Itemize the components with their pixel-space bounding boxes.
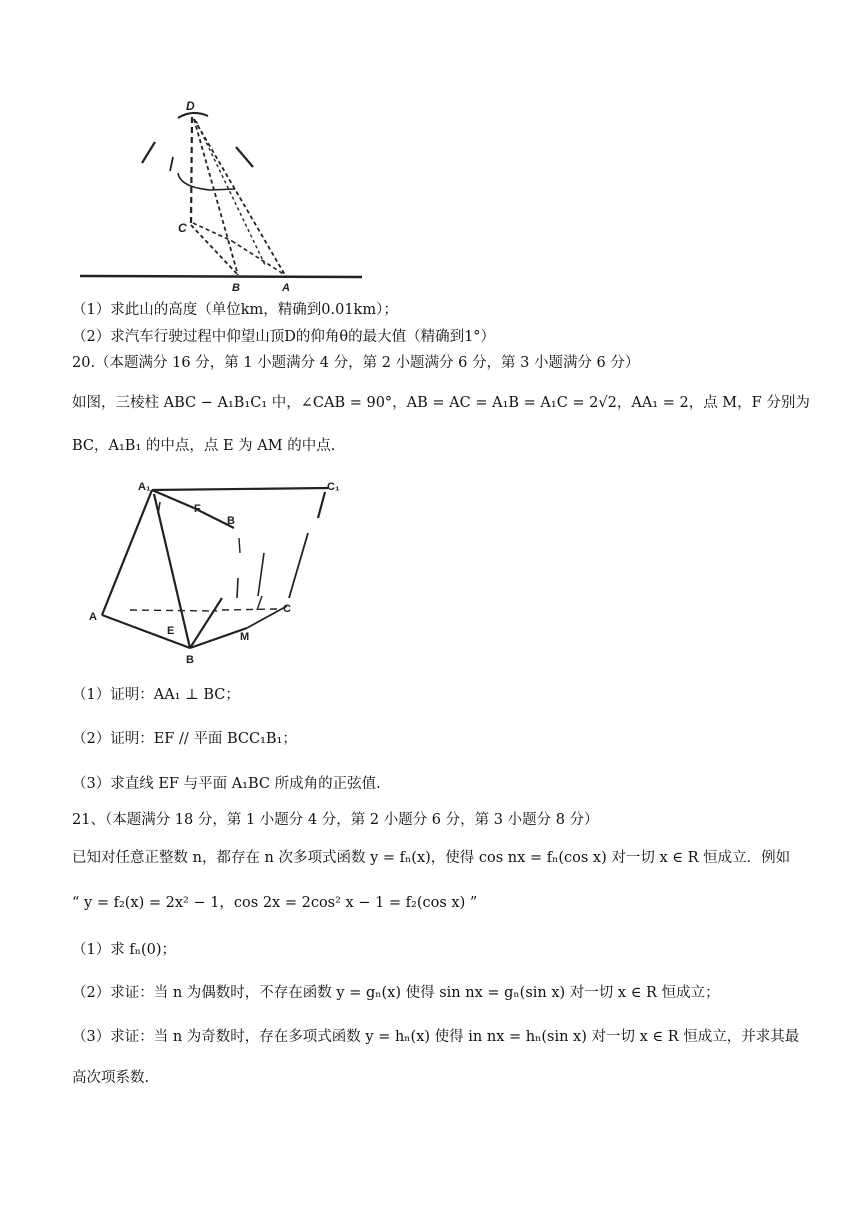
label-D: D <box>186 99 195 113</box>
q20-stem-line1: 如图，三棱柱 ABC − A₁B₁C₁ 中，∠CAB = 90°，AB = AC = A₁B = A₁C = 2√2，AA₁ = 2，点 M，F 分别为 <box>72 395 810 411</box>
q21-stem-line1: 已知对任意正整数 n，都存在 n 次多项式函数 y = fₙ(x)，使得 cos nx = fₙ(cos x) 对一切 x ∈ R 恒成立．例如 <box>72 850 791 866</box>
q21-header: 21、（本题满分 18 分，第 1 小题分 4 分，第 2 小题分 6 分，第 3 小题分 8 分） <box>72 812 599 828</box>
label-B-top: B <box>227 515 235 527</box>
q21-part2: （2）求证：当 n 为偶数时，不存在函数 y = gₙ(x) 使得 sin nx = gₙ(sin x) 对一切 x ∈ R 恒成立； <box>72 985 720 1001</box>
label-C1: C₁ <box>327 481 340 493</box>
label-A1: A₁ <box>138 481 151 493</box>
q21-part1: （1）求 fₙ(0)； <box>72 942 177 958</box>
q19-part2: （2）求汽车行驶过程中仰望山顶D的仰角θ的最大值（精确到1°） <box>72 329 496 345</box>
label-B: B <box>232 282 240 294</box>
prism-figure <box>82 478 362 668</box>
label-F: F <box>194 503 201 515</box>
q20-part2: （2）证明：EF // 平面 BCC₁B₁； <box>72 731 297 747</box>
label-E: E <box>167 625 175 637</box>
mountain-figure <box>70 95 370 295</box>
label-A: A <box>89 611 97 623</box>
q19-part1: （1）求此山的高度（单位km，精确到0.01km）； <box>72 302 398 318</box>
q21-stem-line2: “ y = f₂(x) = 2x² − 1，cos 2x = 2cos² x − 1 = f₂(cos x) ” <box>72 895 478 911</box>
label-M: M <box>240 631 250 643</box>
q20-part1: （1）证明：AA₁ ⊥ BC； <box>72 687 240 703</box>
label-C: C <box>283 603 291 615</box>
q20-header: 20.（本题满分 16 分，第 1 小题满分 4 分，第 2 小题满分 6 分，第 3 小题满分 6 分） <box>72 355 640 371</box>
label-B: B <box>186 654 194 666</box>
q20-part3: （3）求直线 EF 与平面 A₁BC 所成角的正弦值. <box>72 776 381 792</box>
q20-stem-line2: BC，A₁B₁ 的中点，点 E 为 AM 的中点. <box>72 438 336 454</box>
label-A: A <box>282 282 290 294</box>
q21-part3: （3）求证：当 n 为奇数时，存在多项式函数 y = hₙ(x) 使得 in nx = hₙ(sin x) 对一切 x ∈ R 恒成立，并求其最 <box>72 1029 800 1045</box>
label-C: C <box>178 221 187 235</box>
q21-part3-cont: 高次项系数. <box>72 1070 150 1086</box>
